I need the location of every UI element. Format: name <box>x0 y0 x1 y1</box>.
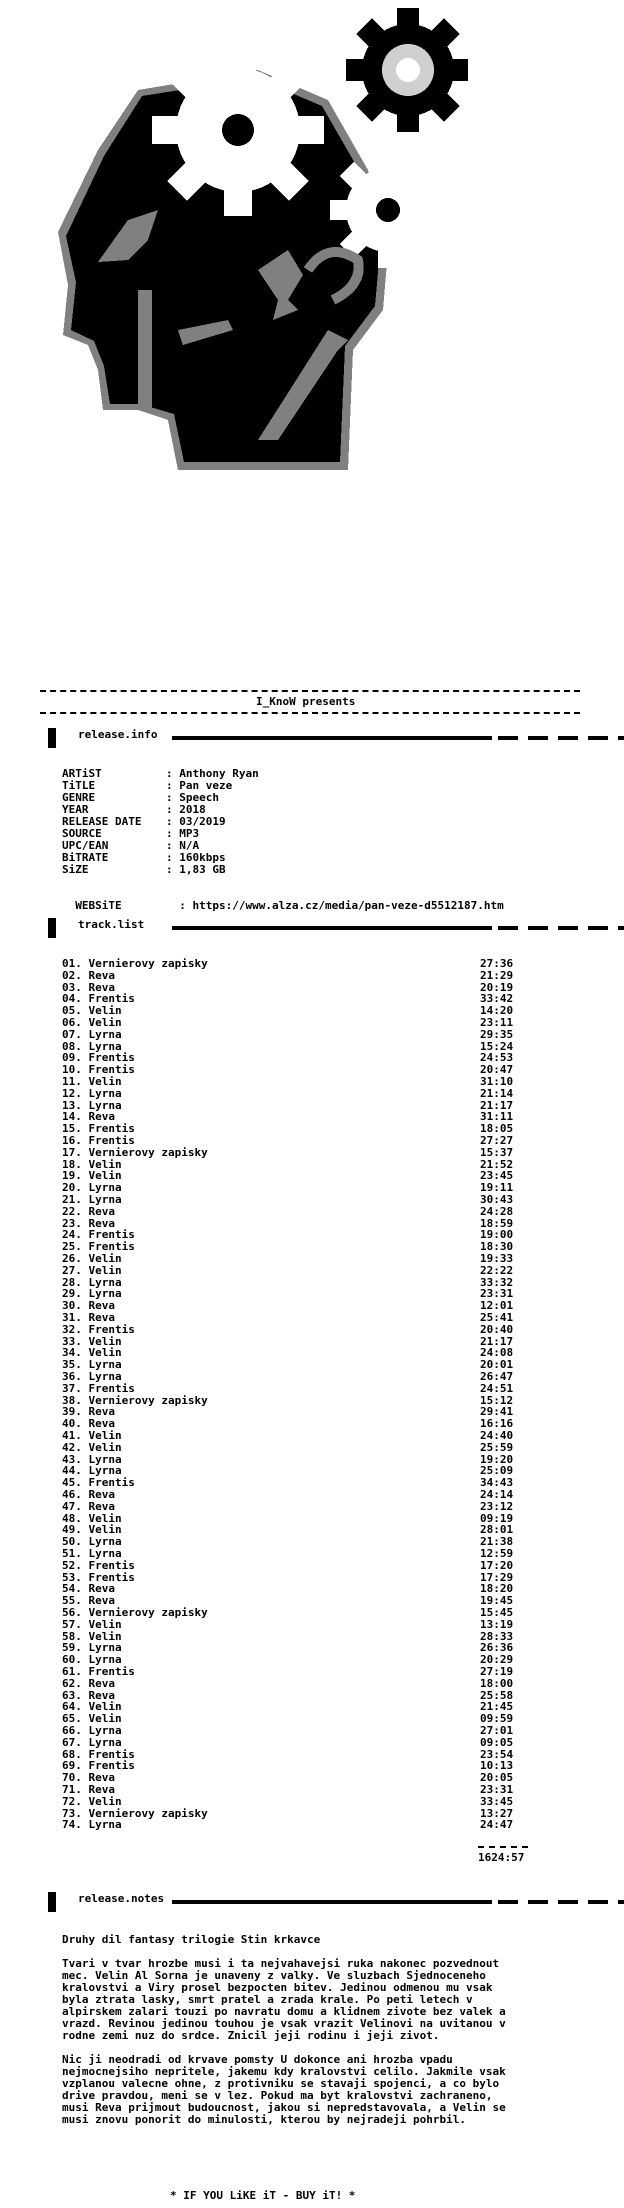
info-row: TiTLE : Pan veze <box>62 779 233 792</box>
notes-para: Tvari v tvar hrozbe musi i ta nejvahavejsi ruka nakonec pozvednout mec. Velin Al Sorna je unaveny z valky. Ve sluzbach Sjednoceneho kralovstvi a Viry prosel bezpocten bitev. Jedinou odmenou mu vsak byla ztrata lasky, smrt pratel a zrada krale. Po peti letech v alpirskem zalari touzi po navratu domu a klidnem zivote bez valek a vrazd. Revinou jedinou touhou je vsak vrazit Velinovi na uvitanou v rodne zemi nuz do srdce. Znicil jeji rodinu i jeji zivot. <box>62 1957 506 2042</box>
info-row: GENRE : Speech <box>62 791 219 804</box>
track-row: 42. Velin 25:59 <box>62 1440 514 1454</box>
track-row: 67. Lyrna 09:05 <box>62 1735 514 1749</box>
track-row: 30. Reva 12:01 <box>62 1299 514 1313</box>
track-row: 07. Lyrna 29:35 <box>62 1027 514 1041</box>
footer-slogan: * IF YOU LiKE iT - BUY iT! * <box>170 2189 356 2202</box>
track-row: 69. Frentis 10:13 <box>62 1759 514 1773</box>
track-row: 13. Lyrna 21:17 <box>62 1098 514 1112</box>
notes-para: Druhy dil fantasy trilogie Stin krkavce <box>62 1933 321 1946</box>
track-row: 55. Reva 19:45 <box>62 1594 514 1608</box>
track-row: 20. Lyrna 19:11 <box>62 1181 514 1195</box>
track-row: 11. Velin 31:10 <box>62 1075 514 1088</box>
info-row: BiTRATE : 160kbps <box>62 851 226 864</box>
track-row: 71. Reva 23:31 <box>62 1783 514 1796</box>
track-row: 53. Frentis 17:29 <box>62 1570 514 1584</box>
section-header-info <box>48 728 588 748</box>
track-row: 49. Velin 28:01 <box>62 1523 514 1537</box>
track-row: 51. Lyrna 12:59 <box>62 1547 514 1560</box>
track-row: 18. Velin 21:52 <box>62 1157 514 1171</box>
section-header-notes <box>48 1892 588 1912</box>
section-title: track.list <box>78 918 145 931</box>
info-row: SOURCE : MP3 <box>62 827 200 840</box>
track-row: 44. Lyrna 25:09 <box>62 1464 514 1478</box>
info-row: RELEASE DATE : 03/2019 <box>62 815 226 828</box>
track-row: 47. Reva 23:12 <box>62 1499 514 1513</box>
info-website: WEBSiTE : https://www.alza.cz/media/pan-veze-d5512187.htm <box>75 899 504 912</box>
track-row: 03. Reva 20:19 <box>62 980 514 994</box>
track-row: 06. Velin 23:11 <box>62 1016 514 1029</box>
track-row: 05. Velin 14:20 <box>62 1004 514 1018</box>
track-row: 68. Frentis 23:54 <box>62 1747 514 1761</box>
track-row: 14. Reva 31:11 <box>62 1110 514 1124</box>
track-row: 28. Lyrna 33:32 <box>62 1275 514 1289</box>
info-row: SiZE : 1,83 GB <box>62 863 226 876</box>
track-row: 58. Velin 28:33 <box>62 1629 514 1643</box>
section-title: release.info <box>78 728 158 741</box>
track-row: 23. Reva 18:59 <box>62 1216 514 1230</box>
track-row: 19. Velin 23:45 <box>62 1169 514 1183</box>
section-header-tracks <box>48 918 588 938</box>
track-row: 04. Frentis 33:42 <box>62 992 514 1006</box>
track-row: 22. Reva 24:28 <box>62 1204 514 1218</box>
info-row: UPC/EAN : N/A <box>62 839 200 852</box>
track-row: 54. Reva 18:20 <box>62 1582 514 1596</box>
track-row: 37. Frentis 24:51 <box>62 1381 514 1395</box>
track-row: 41. Velin 24:40 <box>62 1429 514 1442</box>
track-row: 43. Lyrna 19:20 <box>62 1452 514 1466</box>
track-row: 73. Vernierovy zapisky 13:27 <box>62 1806 514 1820</box>
total-duration: 1624:57 <box>478 1851 525 1864</box>
track-row: 70. Reva 20:05 <box>62 1771 514 1785</box>
track-row: 64. Velin 21:45 <box>62 1700 514 1714</box>
track-row: 25. Frentis 18:30 <box>62 1240 514 1254</box>
track-row: 60. Lyrna 20:29 <box>62 1653 514 1667</box>
track-row: 72. Velin 33:45 <box>62 1794 514 1808</box>
release-notes <box>62 1934 524 2138</box>
track-row: 29. Lyrna 23:31 <box>62 1287 514 1301</box>
track-row: 33. Velin 21:17 <box>62 1334 514 1348</box>
track-row: 01. Vernierovy zapisky 27:36 <box>62 957 514 970</box>
track-row: 65. Velin 09:59 <box>62 1712 514 1726</box>
track-row: 15. Frentis 18:05 <box>62 1122 514 1136</box>
section-title: release.notes <box>78 1892 165 1905</box>
notes-para: Nic ji neodradi od krvave pomsty U dokonce ani hrozba vpadu nejmocnejsiho nepritele, jakemu kdy kralovstvi celilo. Jakmile vsak vzplanou valecne ohne, z protivniku se stavaji spojenci, a co bylo drive pravdou, meni se v lez. Pokud ma byt kralovstvi zachraneno, musi Reva prijmout budoucnost, jakou si nepredstavovala, a Velin se musi znovu ponorit do minulosti, kterou by nejradeji pohrbil. <box>62 2053 506 2126</box>
track-row: 62. Reva 18:00 <box>62 1676 514 1690</box>
track-row: 45. Frentis 34:43 <box>62 1476 514 1490</box>
track-row: 50. Lyrna 21:38 <box>62 1535 514 1549</box>
track-row: 40. Reva 16:16 <box>62 1417 514 1431</box>
track-row: 34. Velin 24:08 <box>62 1346 514 1360</box>
track-row: 32. Frentis 20:40 <box>62 1322 514 1336</box>
track-row: 24. Frentis 19:00 <box>62 1228 514 1242</box>
track-row: 59. Lyrna 26:36 <box>62 1641 514 1655</box>
track-row: 48. Velin 09:19 <box>62 1511 514 1525</box>
track-row: 52. Frentis 17:20 <box>62 1558 514 1572</box>
track-row: 63. Reva 25:58 <box>62 1688 514 1702</box>
info-row: YEAR : 2018 <box>62 803 206 816</box>
track-row: 57. Velin 13:19 <box>62 1617 514 1631</box>
track-row: 66. Lyrna 27:01 <box>62 1724 514 1737</box>
track-row: 16. Frentis 27:27 <box>62 1134 514 1147</box>
track-row: 46. Reva 24:14 <box>62 1488 514 1501</box>
track-row: 61. Frentis 27:19 <box>62 1665 514 1678</box>
track-row: 08. Lyrna 15:24 <box>62 1039 514 1053</box>
presents-line: I_KnoW presents <box>256 695 356 708</box>
track-row: 39. Reva 29:41 <box>62 1405 514 1419</box>
track-row: 17. Vernierovy zapisky 15:37 <box>62 1145 514 1159</box>
track-row: 31. Reva 25:41 <box>62 1311 514 1324</box>
track-row: 21. Lyrna 30:43 <box>62 1193 514 1206</box>
track-row: 56. Vernierovy zapisky 15:45 <box>62 1606 514 1619</box>
track-row: 74. Lyrna 24:47 <box>62 1818 514 1832</box>
logo-head-gears-icon <box>28 0 468 488</box>
track-row: 38. Vernierovy zapisky 15:12 <box>62 1393 514 1407</box>
track-row: 12. Lyrna 21:14 <box>62 1086 514 1100</box>
info-row: ARTiST : Anthony Ryan <box>62 767 259 780</box>
track-row: 02. Reva 21:29 <box>62 968 514 982</box>
track-row: 35. Lyrna 20:01 <box>62 1358 514 1372</box>
track-row: 10. Frentis 20:47 <box>62 1063 514 1077</box>
track-row: 27. Velin 22:22 <box>62 1263 514 1277</box>
track-row: 26. Velin 19:33 <box>62 1252 514 1265</box>
track-row: 09. Frentis 24:53 <box>62 1051 514 1065</box>
track-row: 36. Lyrna 26:47 <box>62 1370 514 1383</box>
